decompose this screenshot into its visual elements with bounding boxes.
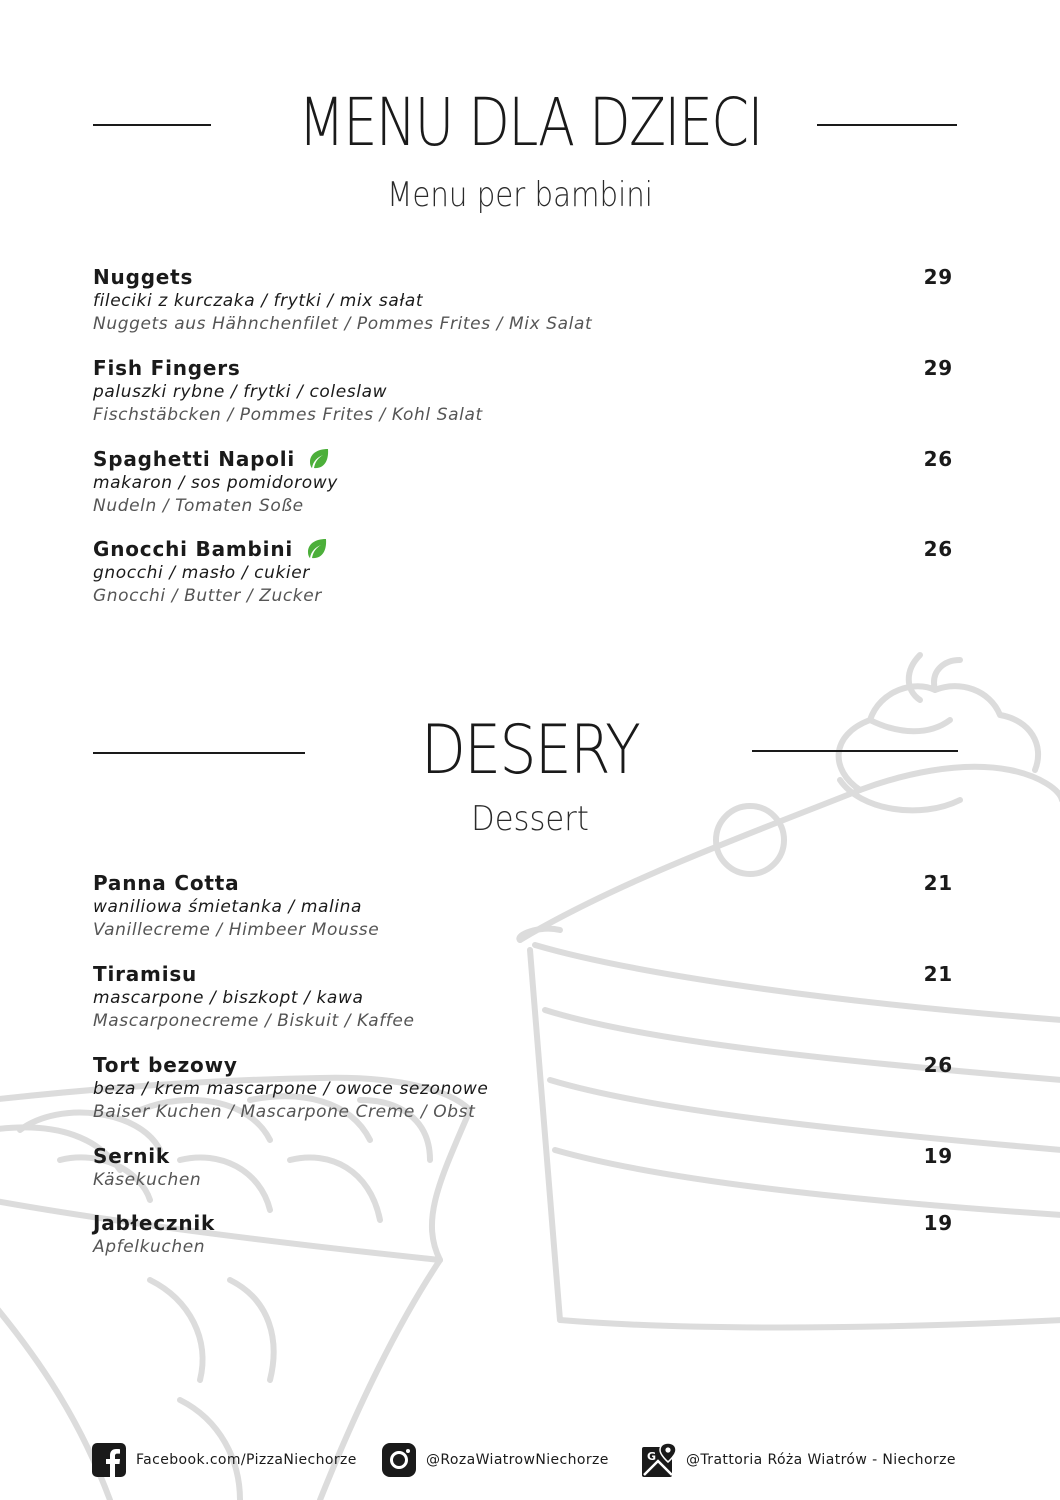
google-maps-link[interactable] bbox=[642, 1442, 956, 1478]
vegetarian-leaf-icon bbox=[305, 537, 329, 561]
menu-item bbox=[93, 1143, 953, 1192]
item-price: 19 bbox=[923, 1211, 953, 1235]
menu-item bbox=[93, 1052, 953, 1124]
facebook-link[interactable] bbox=[92, 1442, 357, 1478]
item-price: 26 bbox=[923, 1053, 953, 1077]
item-name: Jabłecznik bbox=[93, 1211, 216, 1235]
svg-text:G: G bbox=[647, 1450, 657, 1463]
google-maps-text: @Trattoria Róża Wiatrów - Niechorze bbox=[686, 1452, 956, 1468]
item-description-de: Gnocchi / Butter / Zucker bbox=[93, 586, 322, 606]
item-description-de: Apfelkuchen bbox=[93, 1237, 206, 1257]
item-price: 26 bbox=[923, 537, 953, 561]
menu-item bbox=[93, 355, 953, 427]
menu-item bbox=[93, 264, 953, 336]
item-price: 26 bbox=[923, 447, 953, 471]
item-price: 19 bbox=[923, 1144, 953, 1168]
vegetarian-leaf-icon bbox=[307, 447, 331, 471]
social-footer bbox=[0, 1442, 1060, 1482]
facebook-icon bbox=[92, 1443, 126, 1477]
instagram-text: @RozaWiatrowNiechorze bbox=[426, 1452, 609, 1468]
item-name: Tort bezowy bbox=[93, 1053, 238, 1077]
item-description-de: Fischstäbcken / Pommes Frites / Kohl Salat bbox=[93, 405, 483, 425]
item-description-pl: fileciki z kurczaka / frytki / mix sałat bbox=[93, 291, 424, 311]
item-description-de: Baiser Kuchen / Mascarpone Creme / Obst bbox=[93, 1102, 476, 1122]
item-description-de: Nuggets aus Hähnchenfilet / Pommes Frites / Mix Salat bbox=[93, 314, 593, 334]
facebook-text: Facebook.com/PizzaNiechorze bbox=[136, 1452, 357, 1468]
item-description-pl: paluszki rybne / frytki / coleslaw bbox=[93, 382, 388, 402]
menu-item bbox=[93, 961, 953, 1033]
item-price: 29 bbox=[923, 356, 953, 380]
dessert-menu-subtitle: Dessert bbox=[471, 799, 589, 839]
item-description-de: Mascarponecreme / Biskuit / Kaffee bbox=[93, 1011, 415, 1031]
item-price: 29 bbox=[923, 265, 953, 289]
item-name: Spaghetti Napoli bbox=[93, 446, 331, 472]
item-description-pl: mascarpone / biszkopt / kawa bbox=[93, 988, 364, 1008]
menu-item bbox=[93, 536, 953, 608]
item-name: Sernik bbox=[93, 1144, 171, 1168]
item-description-de: Vanillecreme / Himbeer Mousse bbox=[93, 920, 380, 940]
item-name: Gnocchi Bambini bbox=[93, 536, 329, 562]
instagram-link[interactable] bbox=[382, 1442, 609, 1478]
kids-menu-subtitle: Menu per bambini bbox=[387, 175, 653, 215]
item-name: Panna Cotta bbox=[93, 871, 240, 895]
instagram-icon bbox=[382, 1443, 416, 1477]
dessert-menu-title: DESERY bbox=[420, 711, 640, 790]
item-name: Fish Fingers bbox=[93, 356, 241, 380]
item-name: Tiramisu bbox=[93, 962, 198, 986]
item-price: 21 bbox=[923, 871, 953, 895]
menu-item bbox=[93, 446, 953, 518]
menu-item bbox=[93, 1210, 953, 1259]
item-description-de: Nudeln / Tomaten Soße bbox=[93, 496, 304, 516]
item-description-pl: makaron / sos pomidorowy bbox=[93, 473, 338, 493]
kids-menu-title: MENU DLA DZIECI bbox=[298, 84, 762, 161]
item-name: Nuggets bbox=[93, 265, 194, 289]
google-maps-icon bbox=[642, 1443, 676, 1477]
item-description-pl: beza / krem mascarpone / owoce sezonowe bbox=[93, 1079, 489, 1099]
menu-item bbox=[93, 870, 953, 942]
item-description-de: Käsekuchen bbox=[93, 1170, 202, 1190]
item-description-pl: waniliowa śmietanka / malina bbox=[93, 897, 363, 917]
item-price: 21 bbox=[923, 962, 953, 986]
item-description-pl: gnocchi / masło / cukier bbox=[93, 563, 310, 583]
